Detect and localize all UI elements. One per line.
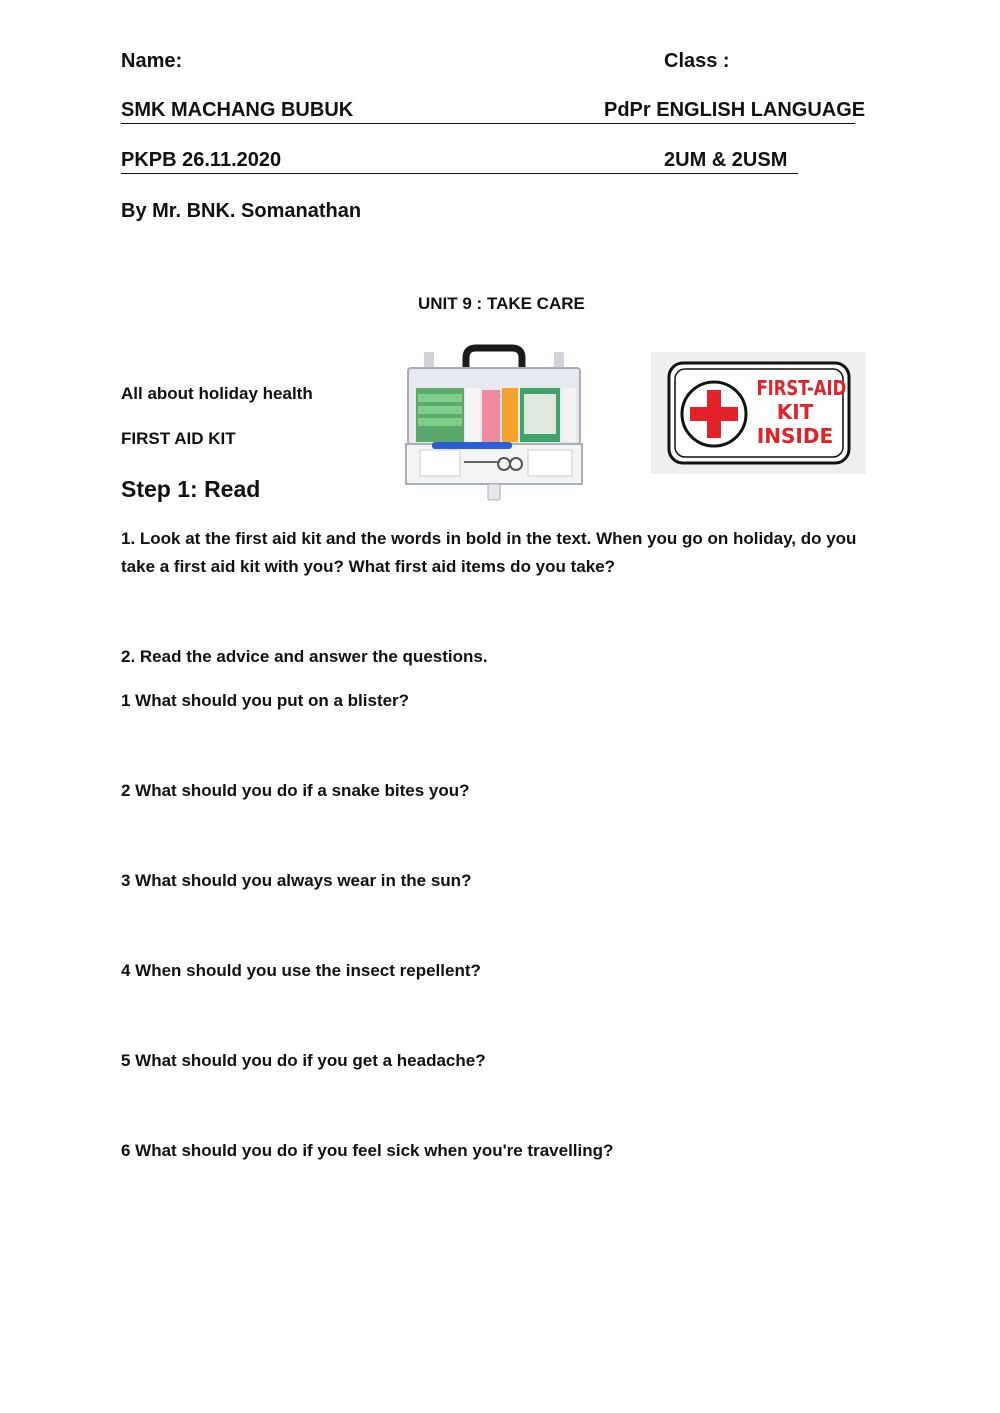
sign-line-1: FIRST-AID [756, 376, 847, 400]
class-label: Class : [664, 50, 730, 72]
school-name: SMK MACHANG BUBUK [121, 99, 354, 121]
date-line: PKPB 26.11.2020 [121, 149, 282, 171]
question-6: 6 What should you do if you feel sick when you're travelling? [121, 1141, 614, 1160]
question-1: 1 What should you put on a blister? [121, 691, 410, 710]
name-label: Name: [121, 50, 183, 72]
question-2: 2 What should you do if a snake bites you? [121, 781, 470, 800]
class-codes: 2UM & 2USM [664, 149, 788, 171]
unit-title: UNIT 9 : TAKE CARE [418, 294, 585, 313]
author-line: By Mr. BNK. Somanathan [121, 200, 362, 222]
header-rule-1 [121, 123, 855, 124]
topic-line: All about holiday health [121, 384, 313, 403]
question-3: 3 What should you always wear in the sun? [121, 871, 472, 890]
first-aid-sign [651, 352, 866, 474]
task-2: 2. Read the advice and answer the questions. [121, 647, 488, 666]
header-rule-2 [121, 173, 798, 174]
task-1: 1. Look at the first aid kit and the words in bold in the text. When you go on holiday, do you take a first aid kit with you? What first aid items do you take? [121, 529, 857, 576]
sign-line-2: KIT [776, 400, 814, 424]
question-5: 5 What should you do if you get a headache? [121, 1051, 486, 1070]
question-4: 4 When should you use the insect repellent? [121, 961, 481, 980]
subject-name: PdPr ENGLISH LANGUAGE [604, 99, 866, 121]
sign-text [748, 376, 847, 448]
subtopic-line: FIRST AID KIT [121, 429, 236, 448]
sign-line-3: INSIDE [756, 424, 834, 448]
first-aid-kit-image [404, 344, 584, 504]
step-heading: Step 1: Read [121, 476, 261, 502]
